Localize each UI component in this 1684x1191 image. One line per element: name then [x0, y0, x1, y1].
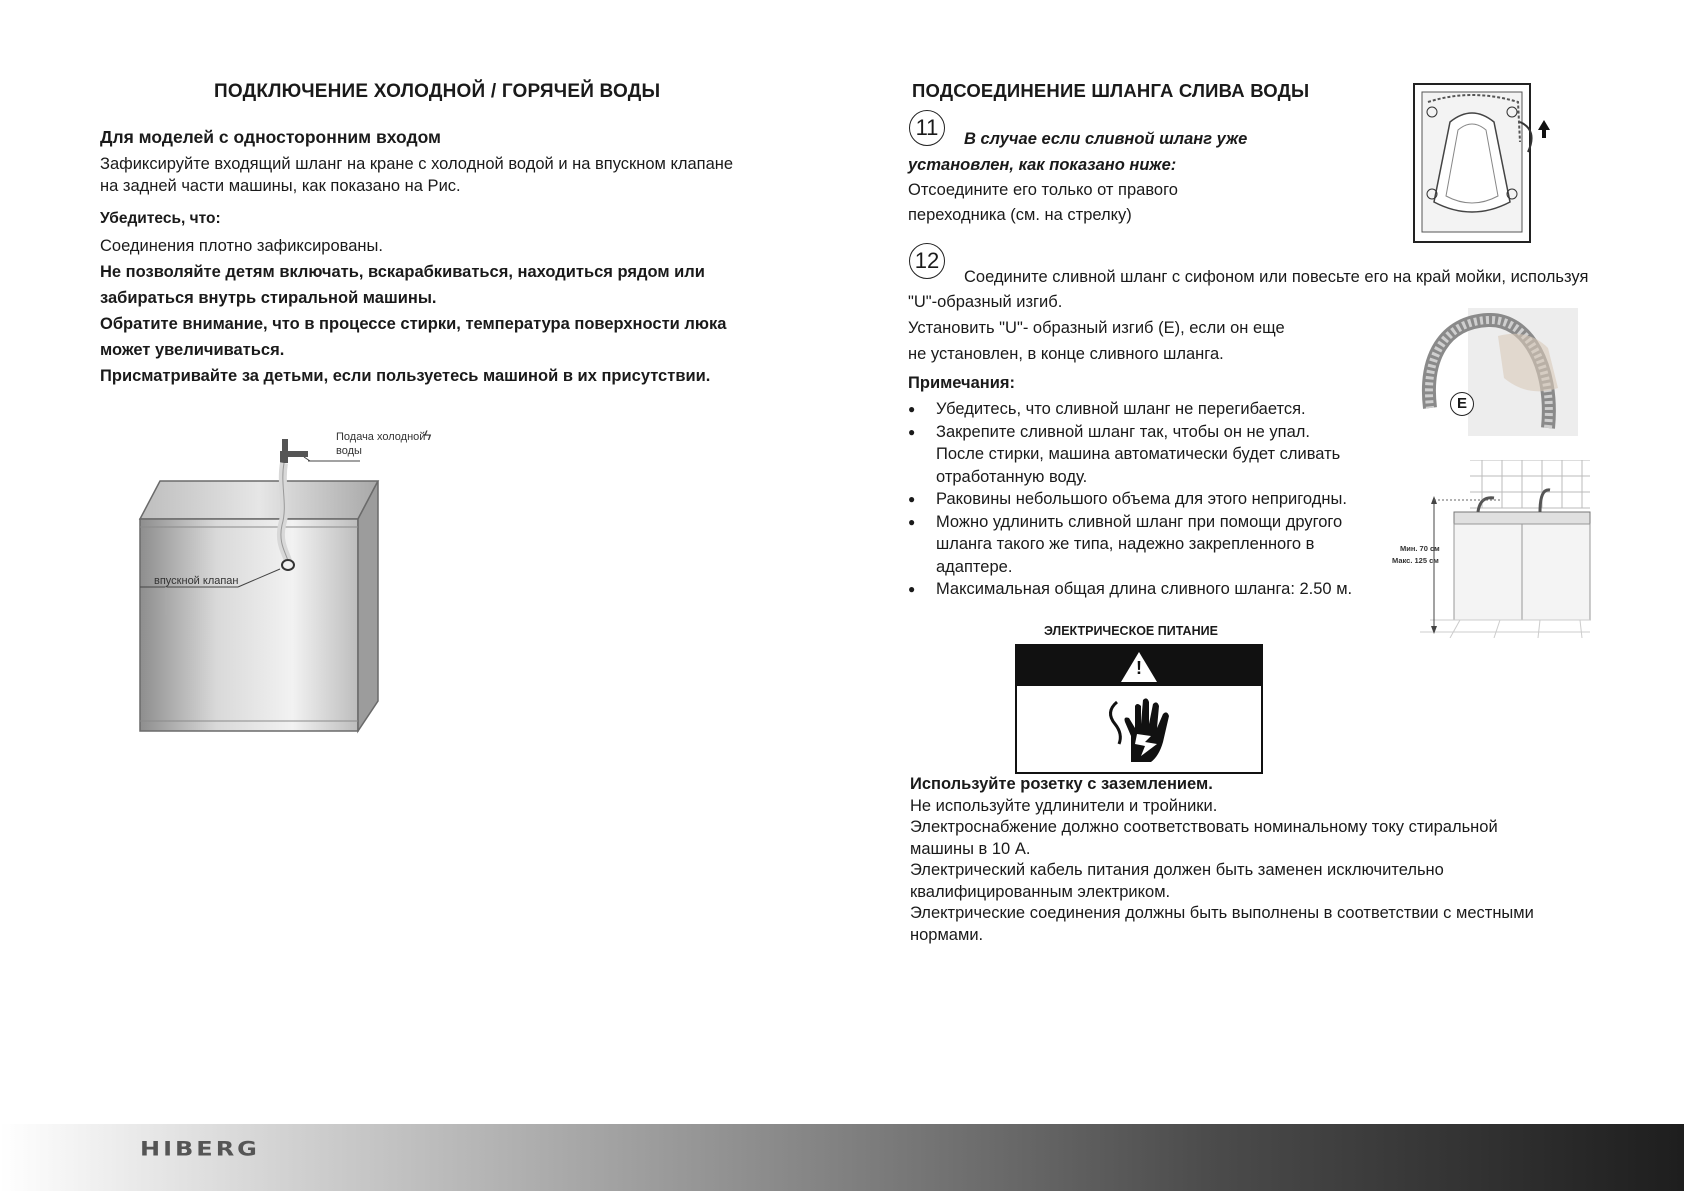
washing-machine-illustration [130, 425, 450, 765]
power-title: ЭЛЕКТРИЧЕСКОЕ ПИТАНИЕ [1044, 624, 1218, 638]
hose-label-e: E [1450, 392, 1474, 416]
electric-hazard-sign [1015, 644, 1263, 774]
note-item: ● Максимальная общая длина сливного шланга: 2.50 м. [908, 578, 1388, 601]
step-11-text-line-1: Отсоедините его только от правого [908, 181, 1178, 199]
note-item: ● Закрепите сливной шланг так, чтобы он не упал. После стирки, машина автоматически будет сливать отработанную воду. [908, 421, 1356, 489]
u-bend-illustration [1408, 308, 1578, 436]
warning-temperature-line-2: может увеличиваться. [100, 341, 285, 359]
warning-supervise: Присматривайте за детьми, если пользуетесь машиной в их присутствии. [100, 367, 711, 385]
spark-icon: ϟ [424, 427, 432, 443]
step-11-badge: 11 [909, 110, 945, 146]
cold-water-label-line-1: Подача холодной [336, 431, 426, 443]
step-12-line-3: Установить "U"- образный изгиб (Е), если он еще [908, 319, 1285, 337]
power-line-3: Электроснабжение должно соответствовать номинальному току стиральной [910, 818, 1498, 836]
step-11-text-line-2: переходника (см. на стрелку) [908, 206, 1132, 224]
power-line-4: машины в 10 А. [910, 839, 1031, 858]
left-subtitle: Для моделей с односторонним входом [100, 127, 441, 147]
notes-title: Примечания: [908, 374, 1016, 392]
make-sure-label: Убедитесь, что: [100, 210, 221, 227]
warning-temperature-line-1: Обратите внимание, что в процессе стирки, температура поверхности люка [100, 315, 727, 333]
connections-text: Соединения плотно зафиксированы. [100, 237, 383, 255]
left-section-title: ПОДКЛЮЧЕНИЕ ХОЛОДНОЙ / ГОРЯЧЕЙ ВОДЫ [214, 81, 661, 102]
power-line-1: Используйте розетку с заземлением. [910, 775, 1213, 793]
sink-height-figure [1390, 460, 1600, 638]
u-bend-figure [1408, 308, 1578, 436]
washing-machine-figure [130, 425, 450, 765]
power-line-8: нормами. [910, 925, 984, 944]
power-line-7: Электрические соединения должны быть выполнены в соответствии с местными [910, 904, 1534, 922]
step-12-line-2: "U"-образный изгиб. [908, 293, 1063, 311]
notes-list [908, 398, 1388, 601]
sink-min-label: Мин. 70 см [1400, 544, 1440, 553]
note-item: ● Раковины небольшого объема для этого непригодны. [908, 488, 1388, 511]
step-11-lead-line-1: В случае если сливной шланг уже [964, 130, 1248, 148]
cold-water-label-line-2: воды [336, 445, 362, 457]
warning-children-line-2: забираться внутрь стиральной машины. [100, 289, 437, 307]
machine-back-figure [1410, 82, 1560, 244]
step-12-badge: 12 [909, 243, 945, 279]
sink-max-label: Макс. 125 см [1392, 556, 1439, 565]
intro-line-1: Зафиксируйте входящий шланг на кране с холодной водой и на впускном клапане [100, 155, 734, 173]
note-item: ● Убедитесь, что сливной шланг не перегибается. [908, 398, 1388, 421]
inlet-valve-label: впускной клапан [154, 575, 239, 587]
power-line-5: Электрический кабель питания должен быть заменен исключительно [910, 861, 1444, 879]
intro-line-2: на задней части машины, как показано на Рис. [100, 177, 461, 195]
warning-exclamation: ! [1136, 658, 1142, 678]
power-instructions [910, 774, 1610, 946]
electric-shock-hand-icon [1101, 692, 1181, 768]
step-12-line-1: Соедините сливной шланг с сифоном или повесьте его на край мойки, используя [964, 268, 1589, 286]
note-item: ● Можно удлинить сливной шланг при помощи другого шланга такого же типа, надежно закрепленного в адаптере. [908, 511, 1356, 579]
brand-logo: HIBERG [140, 1138, 260, 1161]
power-line-6: квалифицированным электриком. [910, 882, 1171, 901]
machine-back-illustration [1410, 82, 1560, 244]
power-line-2: Не используйте удлинители и тройники. [910, 796, 1218, 815]
step-12-line-4: не установлен, в конце сливного шланга. [908, 345, 1224, 363]
warning-children-line-1: Не позволяйте детям включать, вскарабкиваться, находиться рядом или [100, 263, 705, 281]
right-section-title: ПОДСОЕДИНЕНИЕ ШЛАНГА СЛИВА ВОДЫ [912, 80, 1310, 101]
step-11-lead-line-2: установлен, как показано ниже: [908, 156, 1177, 174]
